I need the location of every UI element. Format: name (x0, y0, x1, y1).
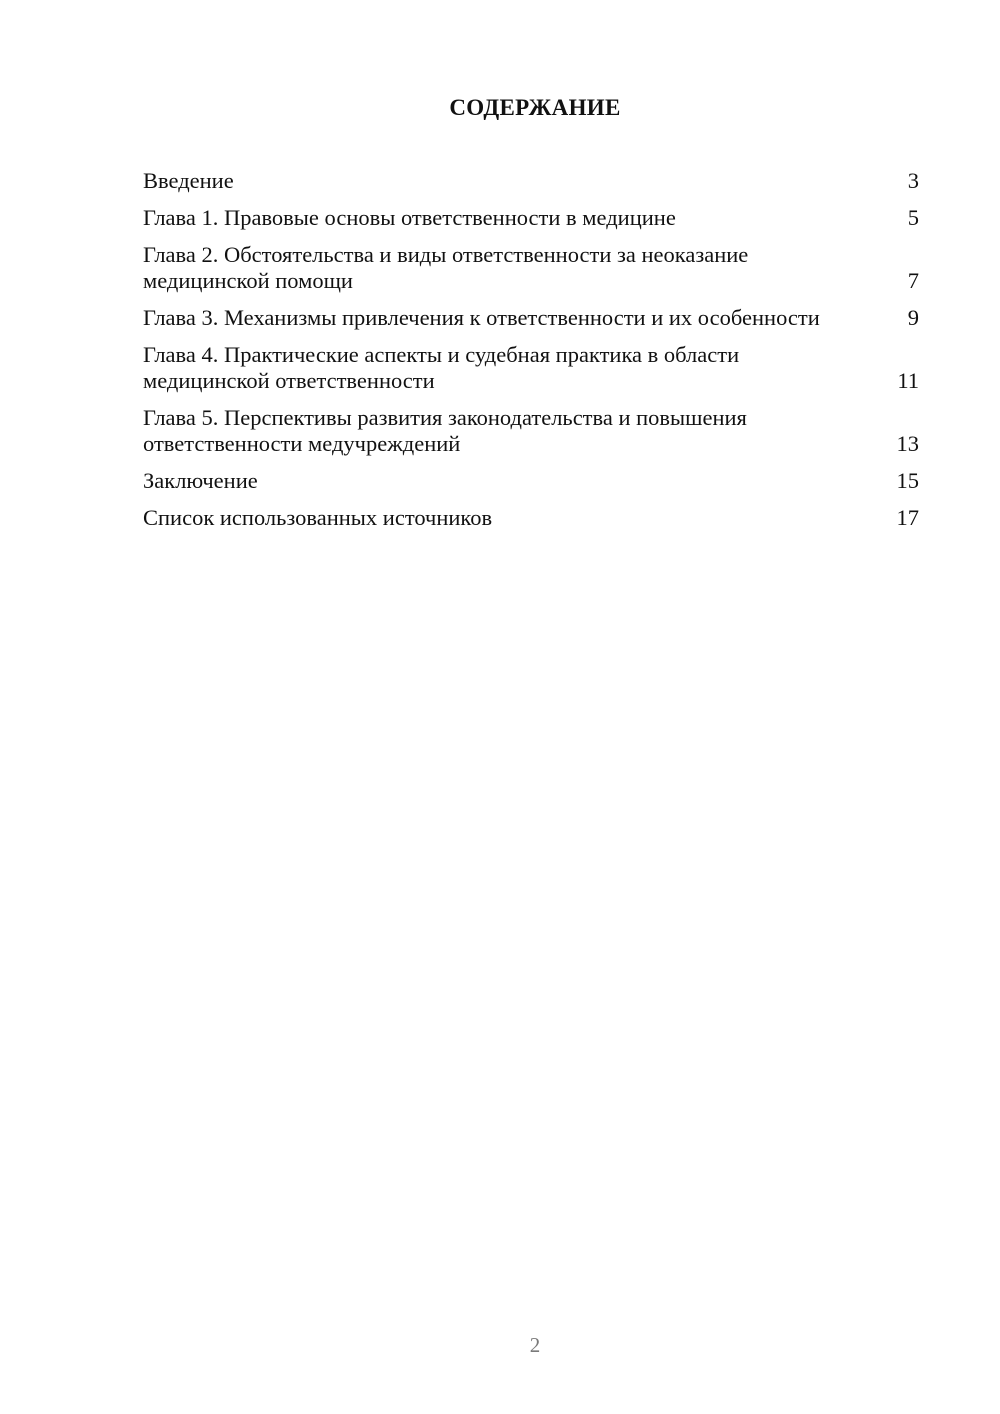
toc-item-page: 3 (907, 168, 919, 193)
toc-item-page: 15 (896, 468, 919, 493)
toc-item-chapter-3[interactable] (143, 305, 919, 331)
table-of-contents (143, 168, 919, 542)
toc-item-chapter-2[interactable] (143, 242, 919, 294)
toc-item-chapter-5[interactable] (143, 405, 919, 457)
toc-item-label: Глава 2. Обстоятельства и виды ответственности за неоказание медицинской помощи (143, 242, 749, 293)
page-number: 2 (529, 1333, 541, 1357)
toc-item-label: Глава 5. Перспективы развития законодательства и повышения ответственности медучреждений (143, 405, 747, 456)
toc-item-page: 5 (907, 205, 919, 230)
toc-item-page: 17 (896, 505, 919, 530)
toc-item-chapter-4[interactable] (143, 342, 919, 394)
toc-item-introduction[interactable] (143, 168, 919, 194)
toc-item-references[interactable] (143, 505, 919, 531)
toc-item-label: Глава 3. Механизмы привлечения к ответственности и их особенности (143, 305, 820, 330)
toc-item-label: Глава 4. Практические аспекты и судебная практика в области медицинской ответственности (143, 342, 740, 393)
toc-item-label: Глава 1. Правовые основы ответственности в медицине (143, 205, 676, 230)
toc-item-label: Заключение (143, 468, 258, 493)
toc-item-chapter-1[interactable] (143, 205, 919, 231)
toc-item-page: 11 (897, 368, 919, 393)
toc-item-conclusion[interactable] (143, 468, 919, 494)
toc-item-label: Список использованных источников (143, 505, 493, 530)
toc-item-page: 7 (907, 268, 919, 293)
toc-item-label: Введение (143, 168, 234, 193)
page-title: СОДЕРЖАНИЕ (449, 95, 621, 120)
toc-item-page: 9 (907, 305, 919, 330)
toc-item-page: 13 (896, 431, 919, 456)
